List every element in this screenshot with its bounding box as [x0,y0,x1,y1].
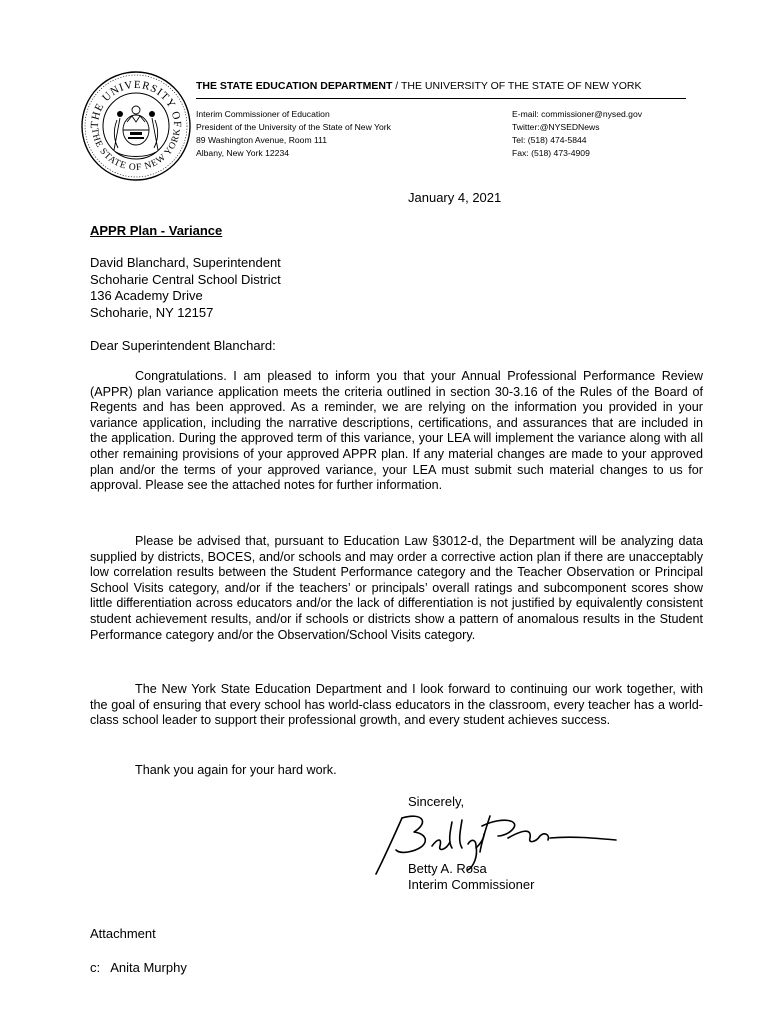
recipient-line: David Blanchard, Superintendent [90,255,281,270]
signer-title: Interim Commissioner [408,877,535,892]
body-paragraph: Thank you again for your hard work. [135,763,337,777]
letterhead-title [196,80,642,92]
university-name: THE UNIVERSITY OF THE STATE OF NEW YORK [400,80,642,92]
letterhead-office-info [196,108,391,160]
attachment-note: Attachment [90,926,156,941]
signer-block [408,861,534,893]
office-line: President of the University of the State of New York [196,122,391,132]
state-seal-logo [80,70,192,182]
letter-date: January 4, 2021 [408,190,502,205]
letter-subject: APPR Plan - Variance [90,223,223,238]
recipient-address [90,255,281,321]
recipient-line: Schoharie, NY 12157 [90,304,214,320]
recipient-line: 136 Academy Drive [90,288,203,303]
office-line: Interim Commissioner of Education [196,109,330,119]
seal-bottom-text: THE STATE OF NEW YORK [88,127,184,174]
department-name: THE STATE EDUCATION DEPARTMENT [196,80,393,92]
closing: Sincerely, [408,794,465,809]
body-paragraph: Please be advised that, pursuant to Education Law §3012-d, the Department will be analyzing data supplied by districts, BOCES, and/or schools and may order a corrective action plan if there are unacceptably low correlation results between the Student Performance category and the Teacher Observation or Principal School Visits category, and/or if the teachers’ or principals’ overall ratings and subcomponent scores show little differentiation across educators and/or the lack of differentiation is not justified by equivalently consistent student achievement results, and/or if schools or districts show a pattern of anomalous results in the Student Performance category and/or the Observation/School Visits category. [90,534,703,642]
letterhead-contact-info [512,108,642,160]
contact-fax: Fax: (518) 473-4909 [512,148,590,158]
contact-email: E-mail: commissioner@nysed.gov [512,109,643,119]
title-separator: / [392,80,401,92]
signer-name: Betty A. Rosa [408,861,487,876]
body-paragraph: Congratulations. I am pleased to inform you that your Annual Professional Performance Review (APPR) plan variance application meets the criteria outlined in section 30-3.16 of the Rules of the Board of Regents and has been approved. As a reminder, we are relying on the information you provided in your variance application, including the narrative descriptions, certifications, and assurances that are included in the application. During the approved term of this variance, your LEA will implement the variance along with all other remaining provisions of your approved APPR plan. If any material changes are made to your approved plan and/or the terms of your approved variance, your LEA must submit such material changes to us for approval. Please see the attached notes for further information. [90,369,703,493]
body-paragraph: The New York State Education Department and I look forward to continuing our work together, with the goal of ensuring that every school has world-class educators in the classroom, every teacher has a world-class school leader to support their professional growth, and every student achieves success. [90,682,703,728]
office-line: Albany, New York 12234 [196,148,290,158]
contact-phone: Tel: (518) 474-5844 [512,135,587,145]
seal-top-text: THE UNIVERSITY OF [88,78,184,129]
letterhead-divider [196,98,686,99]
recipient-line: Schoharie Central School District [90,271,281,287]
carbon-copy-line: c: Anita Murphy [90,960,187,975]
salutation: Dear Superintendent Blanchard: [90,338,276,353]
office-line: 89 Washington Avenue, Room 111 [196,135,328,145]
contact-twitter: Twitter:@NYSEDNews [512,122,600,132]
